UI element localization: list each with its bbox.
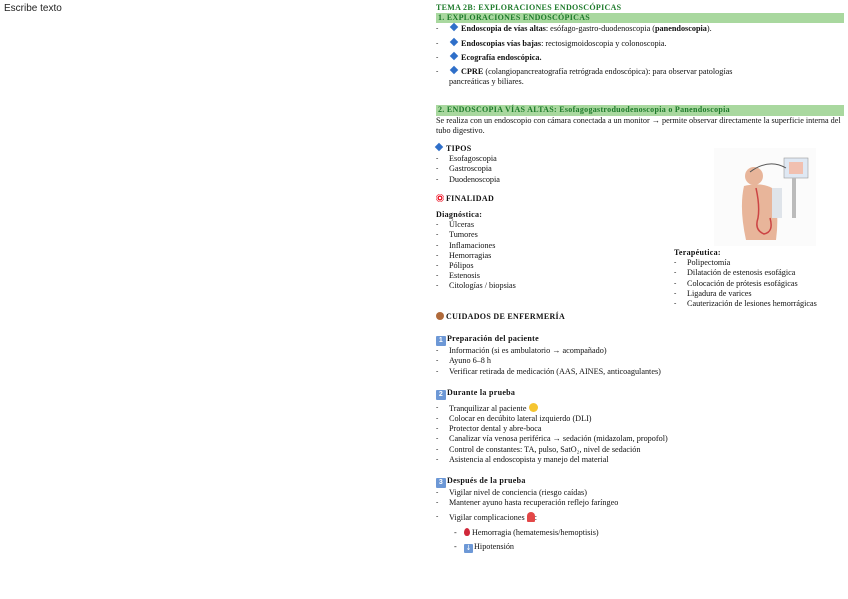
diamond-icon (435, 143, 443, 151)
cuidados-title: CUIDADOS DE ENFERMERÍA (436, 312, 844, 322)
diamond-icon (450, 52, 458, 60)
list-item: - Vigilar nivel de conciencia (riesgo caídas) (436, 488, 844, 498)
list-item: - Gastroscopia (436, 164, 844, 174)
list-item: - Dilatación de estenosis esofágica (674, 268, 848, 278)
list-item: - Colocación de prótesis esofágicas (674, 279, 848, 289)
list-item: - CPRE (colangiopancreatografía retrógrada endoscópica): para observar patologías pancreáticas y biliares. (436, 67, 844, 87)
list-item: - Endoscopia de vías altas: esófago-gastro-duodenoscopia (panendoscopia). (436, 24, 844, 34)
target-icon (436, 194, 444, 202)
prep-title: 1 Preparación del paciente (436, 334, 844, 346)
nurse-icon (436, 312, 444, 320)
number-3-icon: 3 (436, 478, 446, 488)
diagnostica-column (436, 210, 666, 292)
terapeutica-column (674, 248, 848, 309)
list-item: - Canalizar vía venosa periférica → sedación (midazolam, propofol) (436, 434, 844, 444)
text-placeholder[interactable]: Escribe texto (4, 3, 62, 14)
list-item: - Citologías / biopsias (436, 281, 666, 291)
number-1-icon: 1 (436, 336, 446, 346)
list-item: - Ecografía endoscópica. (436, 53, 844, 63)
blood-drop-icon (464, 528, 470, 536)
section1-heading: 1. EXPLORACIONES ENDOSCÓPICAS (436, 13, 844, 23)
list-item: - Asistencia al endoscopista y manejo del material (436, 455, 844, 465)
list-item: - Colocar en decúbito lateral izquierdo (DLI) (436, 414, 844, 424)
endoscopy-illustration (714, 148, 816, 246)
list-item: - Protector dental y abre-boca (436, 424, 844, 434)
list-item: - Pólipos (436, 261, 666, 271)
siren-icon (527, 512, 535, 522)
list-item: - ↓ Hipotensión (454, 542, 844, 553)
list-item: - Vigilar complicaciones : (436, 512, 844, 523)
list-item: - Endoscopias vías bajas: rectosigmoidoscopia y colonoscopia. (436, 39, 844, 49)
section1-list (436, 24, 844, 87)
list-item: - Inflamaciones (436, 241, 666, 251)
finalidad-title: FINALIDAD (436, 194, 844, 204)
despues-title: 3 Después de la prueba (436, 476, 844, 488)
diamond-icon (450, 23, 458, 31)
document-page (436, 3, 844, 553)
ter-title: Terapéutica: (674, 248, 721, 258)
list-item: - Hemorragias (436, 251, 666, 261)
diamond-icon (450, 37, 458, 45)
document-title: TEMA 2B: EXPLORACIONES ENDOSCÓPICAS (436, 3, 622, 12)
list-item: - Verificar retirada de medicación (AAS, AINES, anticoagulantes) (436, 367, 844, 377)
diamond-icon (450, 66, 458, 74)
list-item: - Duodenoscopia (436, 175, 844, 185)
down-arrow-icon: ↓ (465, 543, 472, 552)
list-item: - Esofagoscopia (436, 154, 844, 164)
list-item: - Estenosis (436, 271, 666, 281)
list-item: - Ligadura de varices (674, 289, 848, 299)
durante-title: 2 Durante la prueba (436, 388, 844, 400)
tipos-title: TIPOS (436, 144, 844, 154)
list-item: - Tranquilizar al paciente (436, 403, 844, 414)
list-item: - Ayuno 6–8 h (436, 356, 844, 366)
list-item: - Úlceras (436, 220, 666, 230)
section2-heading: 2. ENDOSCOPIA VÍAS ALTAS: Esofagogastroduodenoscopia o Panendoscopia (436, 105, 844, 115)
complicaciones-list (454, 528, 844, 553)
list-item: - Información (si es ambulatorio → acompañado) (436, 346, 844, 356)
diag-title: Diagnóstica: (436, 210, 483, 220)
list-item: - Tumores (436, 230, 666, 240)
section2-intro: Se realiza con un endoscopio con cámara conectada a un monitor → permite observar directamente la superficie interna del tubo digestivo. (436, 115, 841, 135)
list-item: - Control de constantes: TA, pulso, SatO₂, nivel de sedación (436, 445, 844, 455)
number-2-icon: 2 (436, 390, 446, 400)
smile-icon (529, 403, 538, 412)
list-item: - Cauterización de lesiones hemorrágicas (674, 299, 848, 309)
list-item: - Mantener ayuno hasta recuperación reflejo faríngeo (436, 498, 844, 508)
list-item: - Hemorragia (hematemesis/hemoptisis) (454, 528, 844, 538)
list-item: - Polipectomía (674, 258, 848, 268)
